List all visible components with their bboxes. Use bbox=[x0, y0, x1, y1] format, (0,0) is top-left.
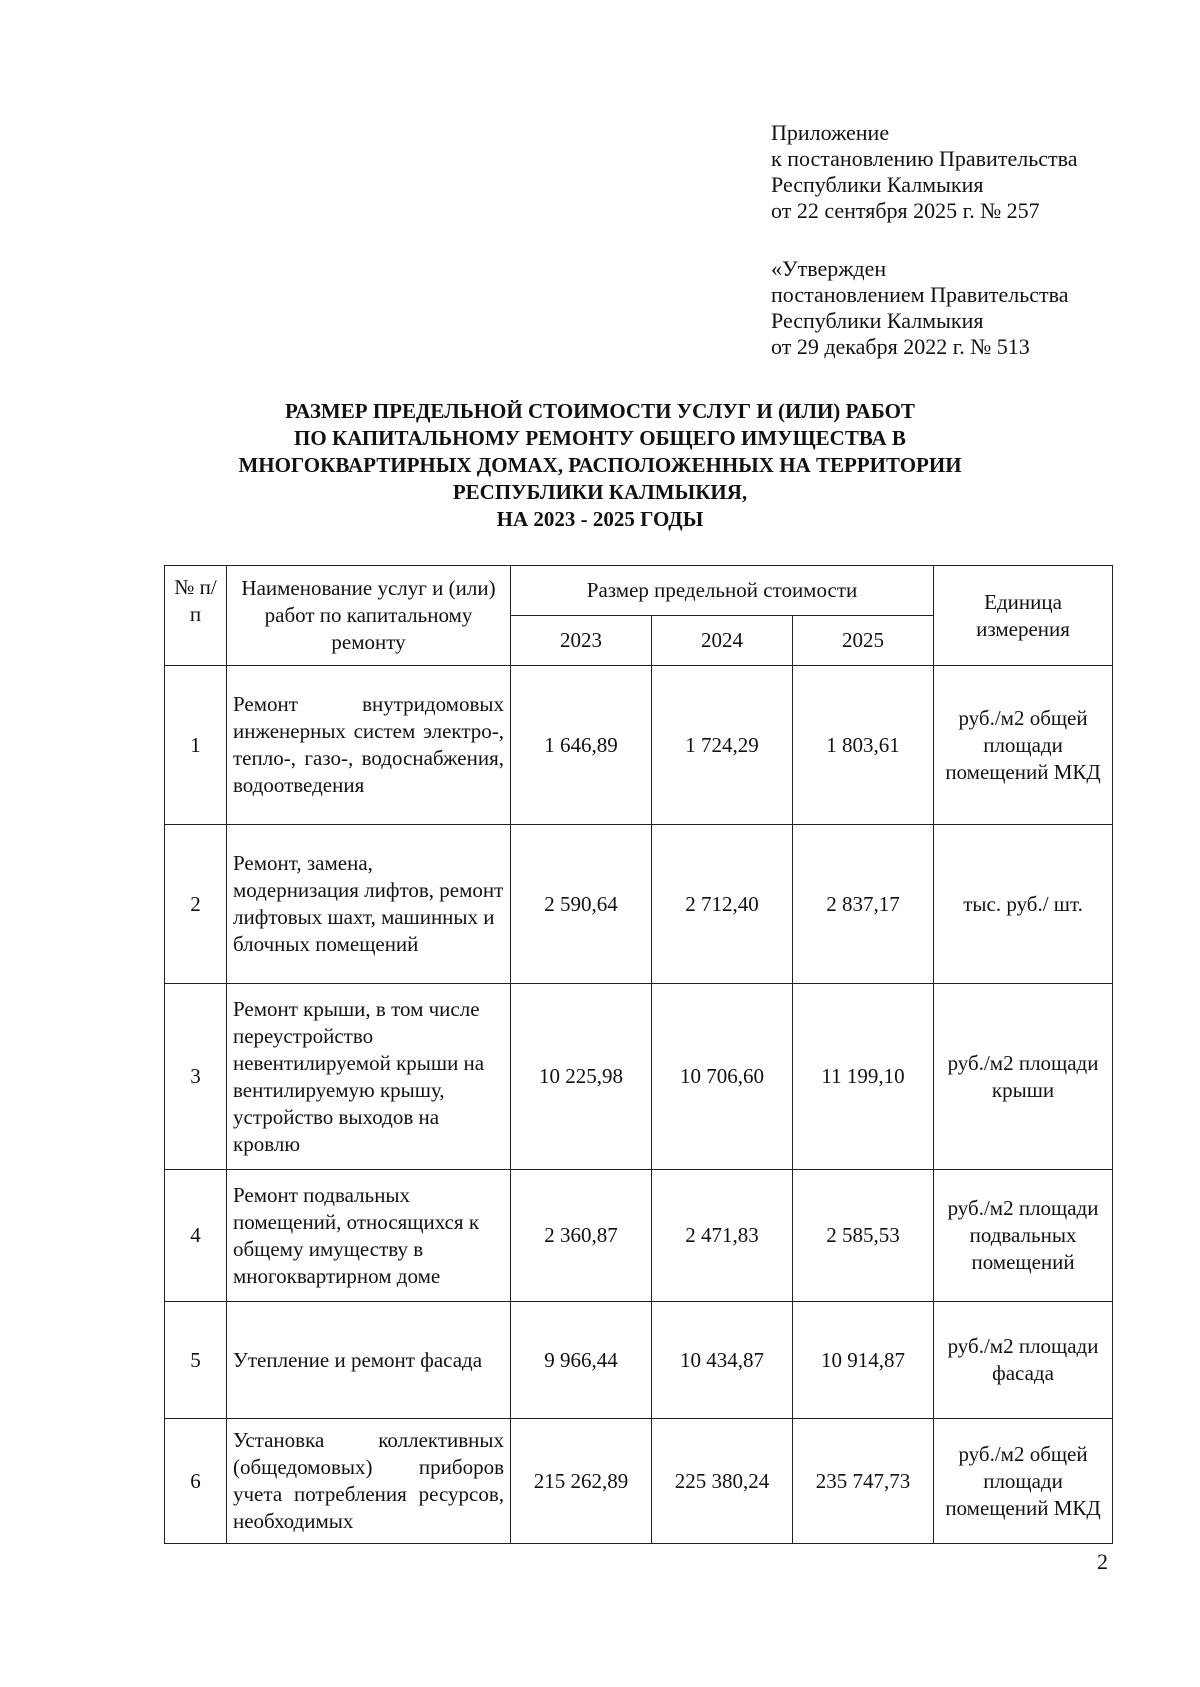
table-row bbox=[165, 984, 1113, 1170]
row-number: 1 bbox=[165, 666, 227, 825]
title-line: НА 2023 - 2025 ГОДЫ bbox=[496, 507, 704, 531]
row-unit: руб./м2 площади крыши bbox=[934, 984, 1113, 1170]
title-line: МНОГОКВАРТИРНЫХ ДОМАХ, РАСПОЛОЖЕННЫХ НА ТЕРРИТОРИИ bbox=[238, 453, 962, 477]
value-2025: 10 914,87 bbox=[793, 1302, 934, 1419]
value-2024: 10 706,60 bbox=[652, 984, 793, 1170]
column-header-year: 2025 bbox=[793, 616, 934, 666]
value-2023: 2 360,87 bbox=[511, 1170, 652, 1302]
approved-line: Республики Калмыкия bbox=[771, 308, 984, 333]
page-number: 2 bbox=[1097, 1549, 1108, 1574]
row-number: 2 bbox=[165, 825, 227, 984]
row-number: 3 bbox=[165, 984, 227, 1170]
column-header-number: № п/п bbox=[165, 566, 227, 666]
appendix-line: Республики Калмыкия bbox=[771, 172, 984, 197]
value-2025: 11 199,10 bbox=[793, 984, 934, 1170]
row-name: Ремонт крыши, в том числе переустройство невентилируемой крыши на вентилируемую крышу, устройство выходов на кровлю bbox=[227, 984, 511, 1170]
row-unit: тыс. руб./ шт. bbox=[934, 825, 1113, 984]
column-header-unit: Единица измерения bbox=[934, 566, 1113, 666]
value-2025: 2 837,17 bbox=[793, 825, 934, 984]
table-row bbox=[165, 1170, 1113, 1302]
value-2023: 215 262,89 bbox=[511, 1419, 652, 1544]
appendix-line: к постановлению Правительства bbox=[771, 146, 1078, 171]
title-line: РАЗМЕР ПРЕДЕЛЬНОЙ СТОИМОСТИ УСЛУГ И (ИЛИ) РАБОТ bbox=[285, 399, 915, 423]
approved-line: «Утвержден bbox=[771, 256, 887, 281]
value-2024: 2 471,83 bbox=[652, 1170, 793, 1302]
title-line: РЕСПУБЛИКИ КАЛМЫКИЯ, bbox=[452, 480, 748, 504]
appendix-block bbox=[771, 120, 1171, 224]
row-number: 4 bbox=[165, 1170, 227, 1302]
table-row bbox=[165, 1419, 1113, 1544]
approved-line: от 29 декабря 2022 г. № 513 bbox=[771, 334, 1030, 359]
row-name: Ремонт, замена, модернизация лифтов, ремонт лифтовых шахт, машинных и блочных помещений bbox=[227, 825, 511, 984]
column-header-size: Размер предельной стоимости bbox=[511, 566, 934, 616]
value-2023: 10 225,98 bbox=[511, 984, 652, 1170]
row-unit: руб./м2 общей площади помещений МКД bbox=[934, 1419, 1113, 1544]
value-2023: 1 646,89 bbox=[511, 666, 652, 825]
row-name: Ремонт подвальных помещений, относящихся к общему имуществу в многоквартирном доме bbox=[227, 1170, 511, 1302]
row-name: Установка коллективных (общедомовых) приборов учета потребления ресурсов, необходимых bbox=[227, 1419, 511, 1544]
value-2025: 235 747,73 bbox=[793, 1419, 934, 1544]
value-2023: 9 966,44 bbox=[511, 1302, 652, 1419]
value-2024: 2 712,40 bbox=[652, 825, 793, 984]
value-2025: 1 803,61 bbox=[793, 666, 934, 825]
appendix-line: от 22 сентября 2025 г. № 257 bbox=[771, 198, 1040, 223]
value-2024: 10 434,87 bbox=[652, 1302, 793, 1419]
row-number: 5 bbox=[165, 1302, 227, 1419]
appendix-line: Приложение bbox=[771, 120, 890, 145]
row-name: Ремонт внутридомовых инженерных систем электро-, тепло-, газо-, водоснабжения, водоотведения bbox=[227, 666, 511, 825]
approved-block bbox=[771, 256, 1171, 360]
cost-table bbox=[164, 565, 1113, 1544]
title-line: ПО КАПИТАЛЬНОМУ РЕМОНТУ ОБЩЕГО ИМУЩЕСТВА В bbox=[294, 426, 906, 450]
value-2024: 1 724,29 bbox=[652, 666, 793, 825]
column-header-name: Наименование услуг и (или) работ по капитальному ремонту bbox=[227, 566, 511, 666]
row-unit: руб./м2 площади фасада bbox=[934, 1302, 1113, 1419]
value-2023: 2 590,64 bbox=[511, 825, 652, 984]
approved-line: постановлением Правительства bbox=[771, 282, 1069, 307]
table-row bbox=[165, 825, 1113, 984]
document-title bbox=[150, 398, 1050, 533]
value-2025: 2 585,53 bbox=[793, 1170, 934, 1302]
row-unit: руб./м2 площади подвальных помещений bbox=[934, 1170, 1113, 1302]
row-unit: руб./м2 общей площади помещений МКД bbox=[934, 666, 1113, 825]
row-name: Утепление и ремонт фасада bbox=[227, 1302, 511, 1419]
value-2024: 225 380,24 bbox=[652, 1419, 793, 1544]
table-row bbox=[165, 1302, 1113, 1419]
column-header-year: 2023 bbox=[511, 616, 652, 666]
row-number: 6 bbox=[165, 1419, 227, 1544]
column-header-year: 2024 bbox=[652, 616, 793, 666]
table-row bbox=[165, 666, 1113, 825]
